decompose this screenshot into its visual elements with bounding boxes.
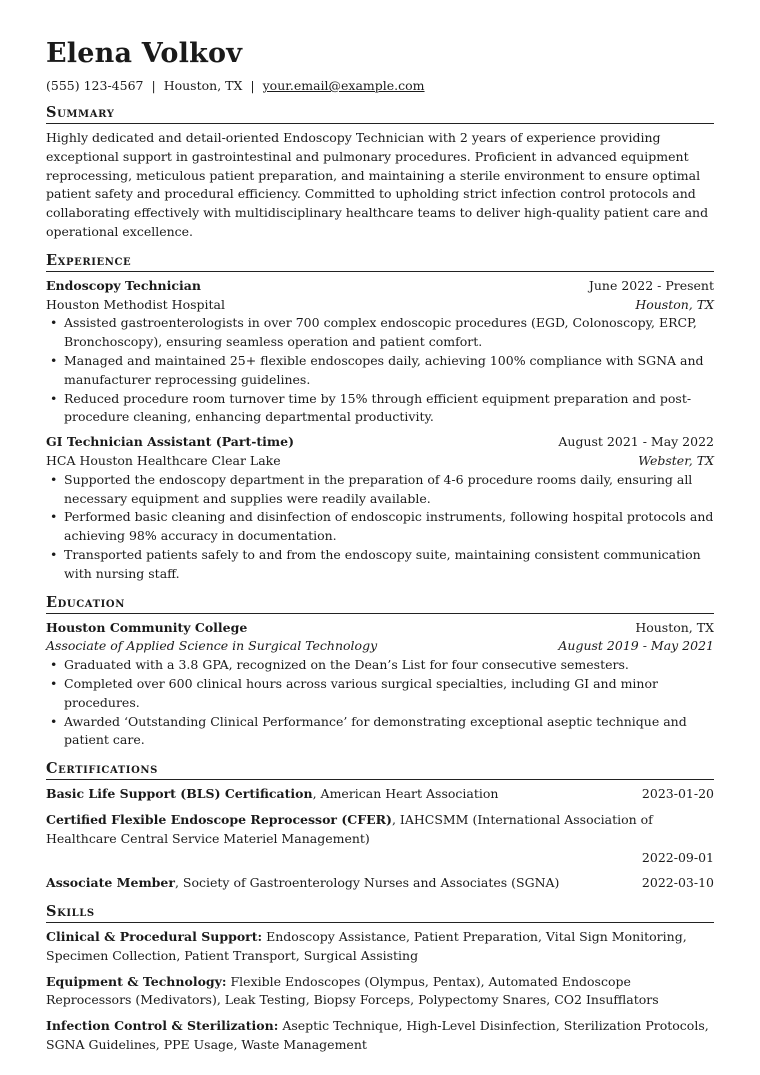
job-dates: August 2021 - May 2022 (558, 434, 714, 450)
skill-list: Endoscopy Assistance, Patient Preparation, Vital Sign Monitoring, Specimen Collection, Patient Transport, Surgical Assisting (46, 929, 687, 963)
certification-date: 2022-09-01 (641, 849, 714, 865)
job-location: Webster, TX (638, 452, 714, 468)
job-entry (46, 277, 714, 427)
bullet-item: • Managed and maintained 25+ flexible endoscopes daily, achieving 100% compliance with SGNA and manufacturer reprocessing guidelines. (64, 352, 714, 390)
certification-name: Basic Life Support (BLS) Certification (46, 786, 313, 802)
skills-section (46, 903, 714, 1055)
bullet-item: • Graduated with a 3.8 GPA, recognized on the Dean’s List for four consecutive semesters. (64, 656, 714, 675)
school-name: Houston Community College (46, 619, 248, 635)
experience-heading: Experience (46, 252, 714, 272)
bullet-item: • Supported the endoscopy department in the preparation of 4-6 procedure rooms daily, ensuring all necessary equipment and supplies were readily available. (64, 471, 714, 509)
certification-item (46, 811, 714, 867)
certifications-heading: Certifications (46, 760, 714, 780)
education-dates: August 2019 - May 2021 (558, 638, 714, 654)
phone: (555) 123-4567 (46, 78, 144, 93)
certification-name: Associate Member (46, 875, 175, 891)
certification-name: Certified Flexible Endoscope Reprocessor (CFER) (46, 811, 392, 827)
summary-section (46, 104, 714, 242)
skill-list: Aseptic Technique, High-Level Disinfection, Sterilization Protocols, SGNA Guidelines, PPE Usage, Waste Management (46, 1018, 709, 1053)
experience-section (46, 252, 714, 584)
skill-label: Equipment & Technology: (46, 973, 227, 989)
skill-label: Infection Control & Sterilization: (46, 1018, 279, 1034)
email-link[interactable]: your.email@example.com (262, 78, 425, 93)
certification-date: 2022-03-10 (641, 875, 714, 891)
certification-issuer: , American Heart Association (312, 786, 499, 802)
job-bullets (46, 314, 714, 427)
bullet-item: • Reduced procedure room turnover time by 15% through efficient equipment preparation and post-procedure cleaning, enhancing departmental productivity. (64, 390, 714, 428)
job-role: Endoscopy Technician (46, 277, 201, 293)
bullet-item: • Assisted gastroenterologists in over 700 complex endoscopic procedures (EGD, Colonoscopy, ERCP, Bronchoscopy), ensuring seamless operation and patient comfort. (64, 314, 714, 352)
location: Houston, TX (163, 78, 243, 93)
contact-separator: | (250, 78, 255, 93)
candidate-name: Elena Volkov (46, 38, 243, 69)
bullet-item: • Performed basic cleaning and disinfection of endoscopic instruments, following hospital protocols and achieving 98% accuracy in documentation. (64, 508, 714, 546)
school-location: Houston, TX (635, 619, 714, 635)
bullet-item: • Transported patients safely to and from the endoscopy suite, maintaining consistent communication with nursing staff. (64, 546, 714, 584)
contact-separator: | (151, 78, 156, 93)
contact-line (46, 77, 714, 94)
degree: Associate of Applied Science in Surgical Technology (46, 638, 378, 654)
bullet-item: • Awarded ‘Outstanding Clinical Performance’ for demonstrating exceptional aseptic technique and patient care. (64, 713, 714, 751)
job-dates: June 2022 - Present (588, 277, 714, 293)
skill-label: Clinical & Procedural Support: (46, 929, 263, 945)
job-role: GI Technician Assistant (Part-time) (46, 434, 295, 450)
certification-item (46, 874, 714, 893)
skill-group (46, 973, 714, 1011)
skills-heading: Skills (46, 903, 714, 923)
skill-group (46, 928, 714, 966)
job-employer: HCA Houston Healthcare Clear Lake (46, 452, 281, 468)
certification-item (46, 785, 714, 804)
job-bullets (46, 471, 714, 584)
certification-date: 2023-01-20 (641, 786, 714, 802)
education-section (46, 594, 714, 751)
certification-issuer: , IAHCSMM (International Association of Healthcare Central Service Materiel Management) (46, 811, 653, 846)
education-bullets (46, 656, 714, 750)
education-heading: Education (46, 594, 714, 614)
skill-list: Flexible Endoscopes (Olympus, Pentax), Automated Endoscope Reprocessors (Medivators), Leak Testing, Biopsy Forceps, Polypectomy Snares, CO2 Insufflators (46, 973, 659, 1008)
certifications-section (46, 760, 714, 893)
summary-heading: Summary (46, 104, 714, 124)
job-entry (46, 433, 714, 583)
bullet-item: • Completed over 600 clinical hours across various surgical specialties, including GI and minor procedures. (64, 675, 714, 713)
job-location: Houston, TX (635, 296, 714, 312)
job-employer: Houston Methodist Hospital (46, 296, 225, 312)
summary-text: Highly dedicated and detail-oriented Endoscopy Technician with 2 years of experience providing exceptional support in gastrointestinal and pulmonary procedures. Proficient in advanced equipment reprocessing, meticulous patient preparation, and maintaining a sterile environment to ensure optimal patient safety and procedural efficiency. Committed to upholding strict infection control protocols and collaborating effectively with multidisciplinary healthcare teams to deliver high-quality patient care and operational excellence. (46, 130, 709, 239)
skill-group (46, 1017, 714, 1055)
certification-issuer: , Society of Gastroenterology Nurses and Associates (SGNA) (174, 875, 560, 891)
